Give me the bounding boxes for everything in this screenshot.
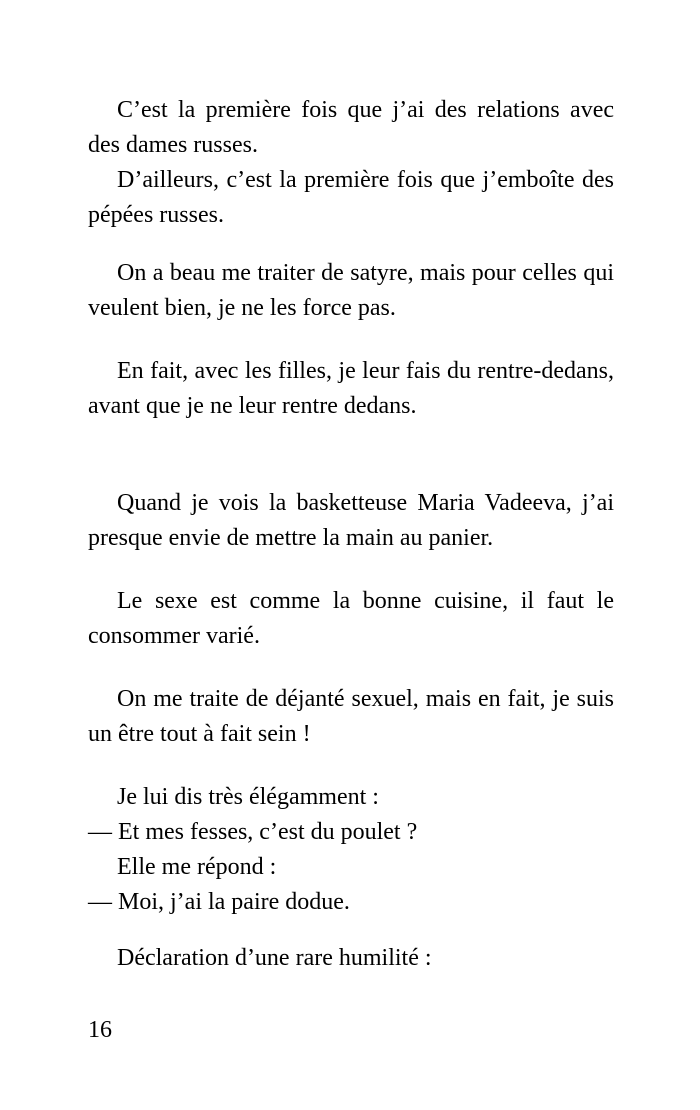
closing-block — [88, 941, 614, 976]
dialogue-block — [88, 780, 614, 920]
dialogue-line-4: — Moi, j’ai la paire dodue. — [88, 889, 350, 915]
paragraph-group-2 — [88, 256, 614, 326]
paragraph-4: En fait, avec les filles, je leur fais du rentre-dedans, avant que je ne leur rentre dedans. — [88, 358, 614, 419]
paragraph-group-1 — [88, 93, 614, 233]
paragraph-2: D’ailleurs, c’est la première fois que j’emboîte des pépées russes. — [88, 167, 614, 228]
dialogue-line-1: Je lui dis très élégamment : — [117, 784, 379, 810]
dialogue-line-3: Elle me répond : — [117, 854, 277, 880]
paragraph-group-6 — [88, 682, 614, 752]
paragraph-group-5 — [88, 584, 614, 654]
page-number: 16 — [88, 1017, 112, 1043]
paragraph-1: C’est la première fois que j’ai des relations avec des dames russes. — [88, 97, 614, 158]
paragraph-5: Quand je vois la basketteuse Maria Vadeeva, j’ai presque envie de mettre la main au panier. — [88, 490, 614, 551]
paragraph-3: On a beau me traiter de satyre, mais pour celles qui veulent bien, je ne les force pas. — [88, 260, 614, 321]
closing-line: Déclaration d’une rare humilité : — [117, 945, 432, 971]
paragraph-group-4 — [88, 486, 614, 556]
dialogue-line-2: — Et mes fesses, c’est du poulet ? — [88, 819, 418, 845]
paragraph-6: Le sexe est comme la bonne cuisine, il faut le consommer varié. — [88, 588, 614, 649]
paragraph-group-3 — [88, 354, 614, 424]
paragraph-7: On me traite de déjanté sexuel, mais en fait, je suis un être tout à fait sein ! — [88, 686, 614, 747]
